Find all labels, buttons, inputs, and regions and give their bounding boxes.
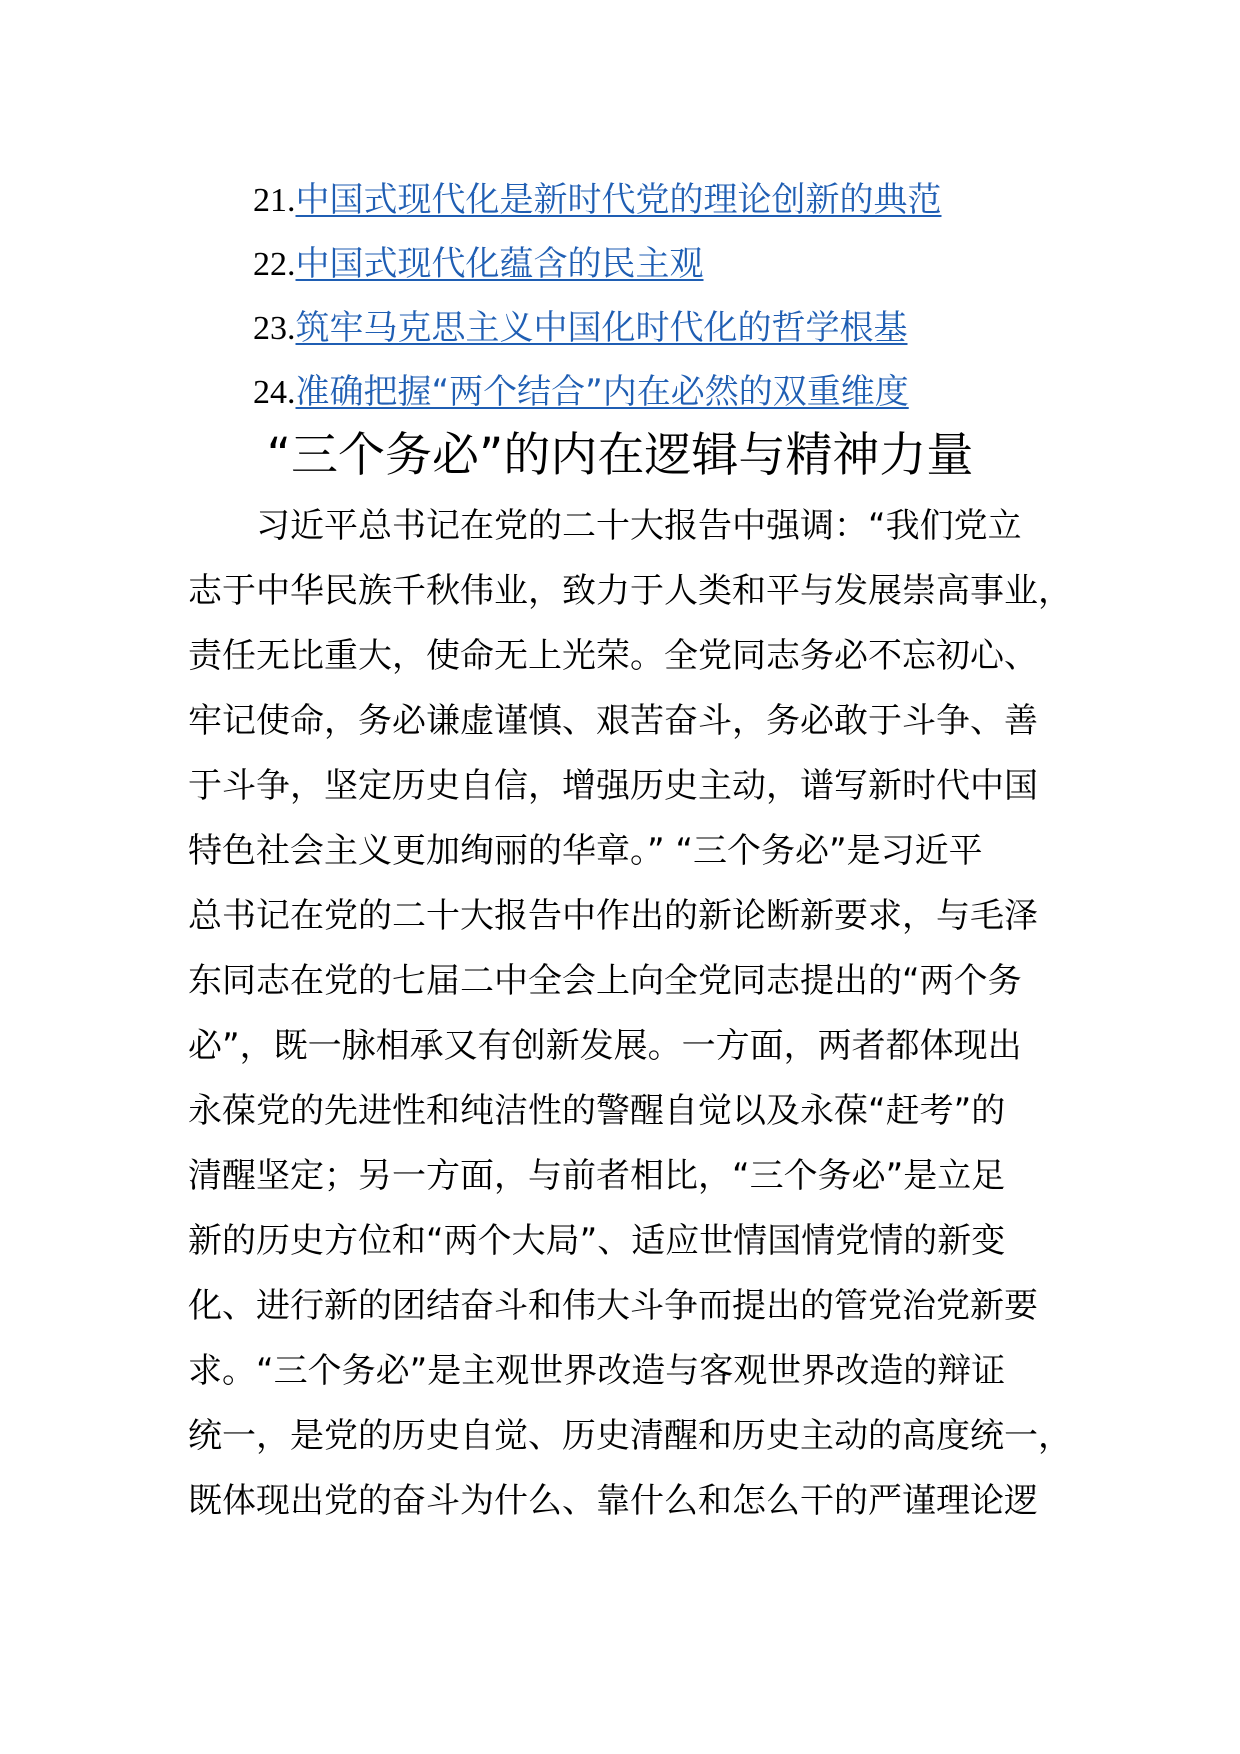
- body-line: 既体现出党的奋斗为什么、靠什么和怎么干的严谨理论逻: [188, 1481, 1038, 1521]
- toc-number: 21.: [253, 182, 296, 219]
- toc-link[interactable]: 准确把握“两个结合”内在必然的双重维度: [295, 372, 909, 412]
- body-line: 永葆党的先进性和纯洁性的警醒自觉以及永葆“赶考”的: [188, 1091, 1006, 1131]
- toc-item-22: [253, 232, 1053, 296]
- toc-item-23: [253, 296, 1053, 360]
- body-line: 责任无比重大，使命无上光荣。全党同志务必不忘初心、: [188, 636, 1038, 676]
- body-line: 志于中华民族千秋伟业，致力于人类和平与发展崇高事业，: [188, 571, 1072, 611]
- toc-number: 22.: [253, 246, 296, 283]
- toc-number: 23.: [253, 310, 296, 347]
- toc-item-24: [253, 360, 1053, 424]
- body-line: 特色社会主义更加绚丽的华章。” “三个务必”是习近平: [188, 831, 983, 871]
- body-line: 清醒坚定；另一方面，与前者相比，“三个务必”是立足: [188, 1156, 1006, 1196]
- body-line: 东同志在党的七届二中全会上向全党同志提出的“两个务: [188, 961, 1022, 1001]
- article-title: “三个务必”的内在逻辑与精神力量: [266, 428, 974, 483]
- body-line: 牢记使命，务必谦虚谨慎、艰苦奋斗，务必敢于斗争、善: [188, 701, 1038, 741]
- body-line: 习近平总书记在党的二十大报告中强调：“我们党立: [256, 506, 1022, 546]
- body-line: 求。“三个务必”是主观世界改造与客观世界改造的辩证: [188, 1351, 1006, 1391]
- body-line: 于斗争，坚定历史自信，增强历史主动，谱写新时代中国: [188, 766, 1038, 806]
- body-line: 化、进行新的团结奋斗和伟大斗争而提出的管党治党新要: [188, 1286, 1038, 1326]
- toc-number: 24.: [253, 374, 296, 411]
- body-line: 必”，既一脉相承又有创新发展。一方面，两者都体现出: [188, 1026, 1022, 1066]
- toc-item-21: [253, 168, 1053, 232]
- body-line: 新的历史方位和“两个大局”、适应世情国情党情的新变: [188, 1221, 1006, 1261]
- body-line: 统一，是党的历史自觉、历史清醒和历史主动的高度统一，: [188, 1416, 1072, 1456]
- body-line: 总书记在党的二十大报告中作出的新论断新要求，与毛泽: [188, 896, 1038, 936]
- toc-link[interactable]: 筑牢马克思主义中国化时代化的哲学根基: [295, 308, 908, 348]
- article-body: [188, 494, 1072, 1534]
- toc-link[interactable]: 中国式现代化是新时代党的理论创新的典范: [295, 180, 942, 220]
- table-of-contents: [253, 168, 1053, 424]
- toc-link[interactable]: 中国式现代化蕴含的民主观: [295, 244, 704, 284]
